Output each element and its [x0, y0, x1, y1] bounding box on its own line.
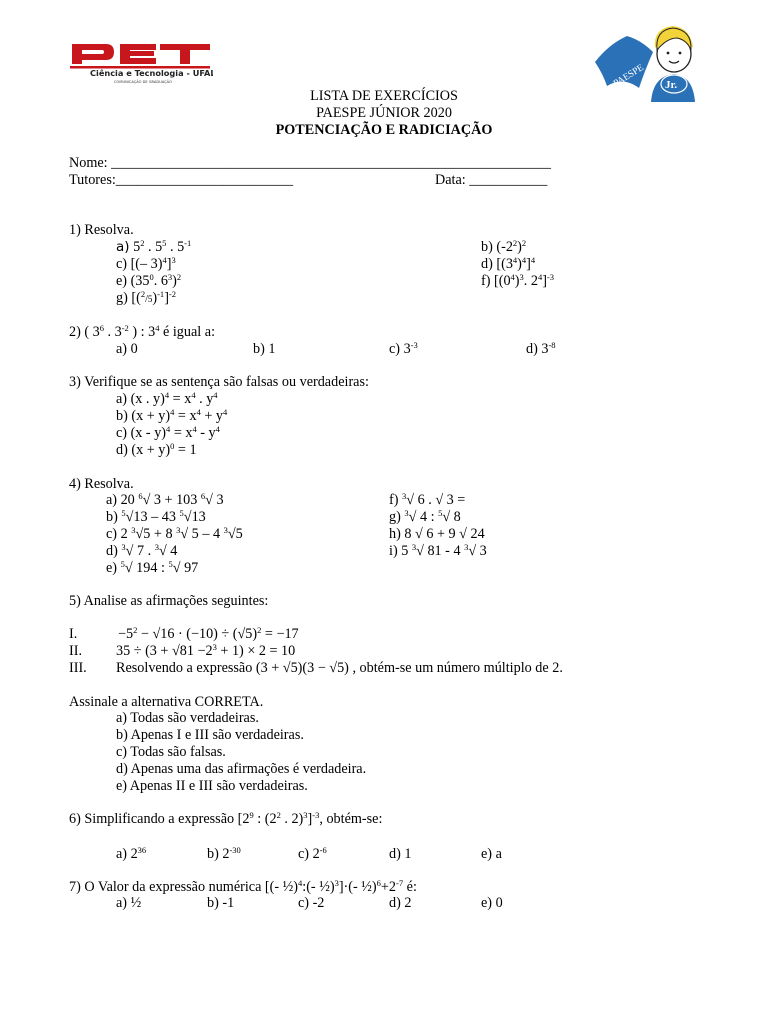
q1-item-b: b) $(-2^2)^2$ — [481, 238, 527, 255]
q4-title: 4) Resolva. — [69, 476, 134, 492]
q7-option-e: e) 0 — [481, 895, 503, 911]
q5-statement-iii: Resolvendo a expressão (3 + √5)(3 − √5) , obtém-se um número múltiplo de 2. — [116, 660, 563, 676]
q4-item-c: c) 2 $^3$√5 + 8 $^3$√ 5 – 4 $^3$√5 — [106, 525, 243, 542]
q4-item-g: g) $^3$√ 4 : $^5$√ 8 — [389, 508, 461, 525]
q5-statement-ii: $35 \div (3 + √81 -2^3 + 1) \times 2 = 10$ — [116, 642, 296, 659]
q1-item-g: g) $[(^2/5)^{-1}]^{-2}$ — [116, 289, 177, 306]
doc-header-line2: PAESPE JÚNIOR 2020 — [316, 105, 452, 121]
pet-logo-graphic — [68, 40, 213, 86]
pet-logo — [68, 40, 213, 86]
q4-item-h: h) 8 √ 6 + 9 √ 24 — [389, 526, 485, 542]
q6-option-b: b) $2^{-30}$ — [207, 845, 241, 862]
q6-option-e: e) a — [481, 846, 502, 862]
q3-item-b: b) $(x + y)^4 = x^4 + y^4$ — [116, 407, 228, 424]
pet-logo-subtitle: Ciência e Tecnologia - UFAL — [90, 68, 213, 78]
q7-option-a: a) ½ — [116, 895, 142, 911]
q3-item-c: c) $(x - y)^4 = x^4 - y^4$ — [116, 424, 220, 441]
q7-option-c: c) -2 — [298, 895, 325, 911]
doc-title: POTENCIAÇÃO E RADICIAÇÃO — [275, 122, 493, 138]
q2-option-d: d) $3^{-8}$ — [526, 340, 556, 357]
date-field-line: Data: ___________ — [435, 172, 548, 188]
q7-option-b: b) -1 — [207, 895, 235, 911]
q4-item-d: d) $^3$√ 7 . $^3$√ 4 — [106, 542, 178, 559]
q6-statement: 6) Simplificando a expressão [$2^9$ : ($2^2$ . 2)$^3$]$^{-3}$, obtém-se: — [69, 810, 383, 827]
doc-header-line1: LISTA DE EXERCÍCIOS — [310, 88, 458, 104]
q1-item-a: a) $5^2$ . $5^5$ . $5^{-1}$ — [116, 238, 192, 255]
q1-item-d: d) $[(3^4)^4]^4$ — [481, 255, 536, 272]
q4-item-b: b) $^5$√13 – 43 $^5$√13 — [106, 508, 206, 525]
q1-item-f: f) [$(0^4)^3$. $2^4]^{-3}$ — [481, 272, 555, 289]
q2-option-c: c) $3^{-3}$ — [389, 340, 418, 357]
q5-option-a: a) Todas são verdadeiras. — [116, 710, 259, 726]
q6-option-a: a) $2^{36}$ — [116, 845, 147, 862]
q6-option-c: c) $2^{-6}$ — [298, 845, 327, 862]
q3-item-a: a) (x . $y)^4 = x^4$ . $y^4$ — [116, 390, 218, 407]
q7-statement: 7) O Valor da expressão numérica [(- ½)$^4$:(- ½)$^3$]·(- $\frac{1}{2})^6+2^{-7}$ é: — [69, 878, 417, 895]
q5-instruction: Assinale a alternativa CORRETA. — [69, 694, 264, 710]
q5-option-b: b) Apenas I e III são verdadeiras. — [116, 727, 304, 743]
q2-option-b: b) 1 — [253, 341, 276, 357]
q4-item-e: e) $^5$√ 194 : $^5$√ 97 — [106, 559, 199, 576]
q5-statement-ii-label: II. — [69, 643, 82, 659]
q3-title: 3) Verifique se as sentença são falsas ou verdadeiras: — [69, 374, 369, 390]
paespe-banner-text: PAESPE — [612, 62, 646, 90]
q1-item-e: e) ($35^0$. $6^3)^2$ — [116, 272, 182, 289]
q5-statement-i: $-5^2 - √16 \cdot (-10) \div (√5)^2 = -17$ — [118, 625, 299, 642]
q7-option-d: d) 2 — [389, 895, 412, 911]
q4-item-i: i) 5 $^3$√ 81 - 4 $^3$√ 3 — [389, 542, 487, 559]
q2-statement: 2) ( $3^6$ . $3^{-2}$ ) : $3^4$ é igual a: — [69, 323, 216, 340]
paespe-badge-text: Jr. — [665, 79, 678, 91]
q1-item-c: c) [(– 3)$^4$]$^3$ — [116, 255, 176, 272]
q6-option-d: d) 1 — [389, 846, 412, 862]
q5-statement-iii-label: III. — [69, 660, 87, 676]
q4-item-f: f) $^3$√ 6 . √ 3 = — [389, 491, 466, 508]
q5-statement-i-label: I. — [69, 626, 78, 642]
pet-logo-tiny: COMUNICAÇÃO DE GRADUAÇÃO — [114, 80, 172, 84]
name-field-line: Nome: ______________________________________________________________ — [69, 155, 551, 171]
q5-option-c: c) Todas são falsas. — [116, 744, 226, 760]
q4-item-a: a) 20 $^6$√ 3 + 103 $^6$√ 3 — [106, 491, 224, 508]
q1-title: 1) Resolva. — [69, 222, 134, 238]
q5-option-d: d) Apenas uma das afirmações é verdadeira. — [116, 761, 367, 777]
tutors-field-line: Tutores:_________________________ — [69, 172, 294, 188]
q3-item-d: d) $(x + y)^0 = 1$ — [116, 441, 197, 458]
q5-option-e: e) Apenas II e III são verdadeiras. — [116, 778, 308, 794]
q2-option-a: a) 0 — [116, 341, 138, 357]
q5-title: 5) Analise as afirmações seguintes: — [69, 593, 269, 609]
